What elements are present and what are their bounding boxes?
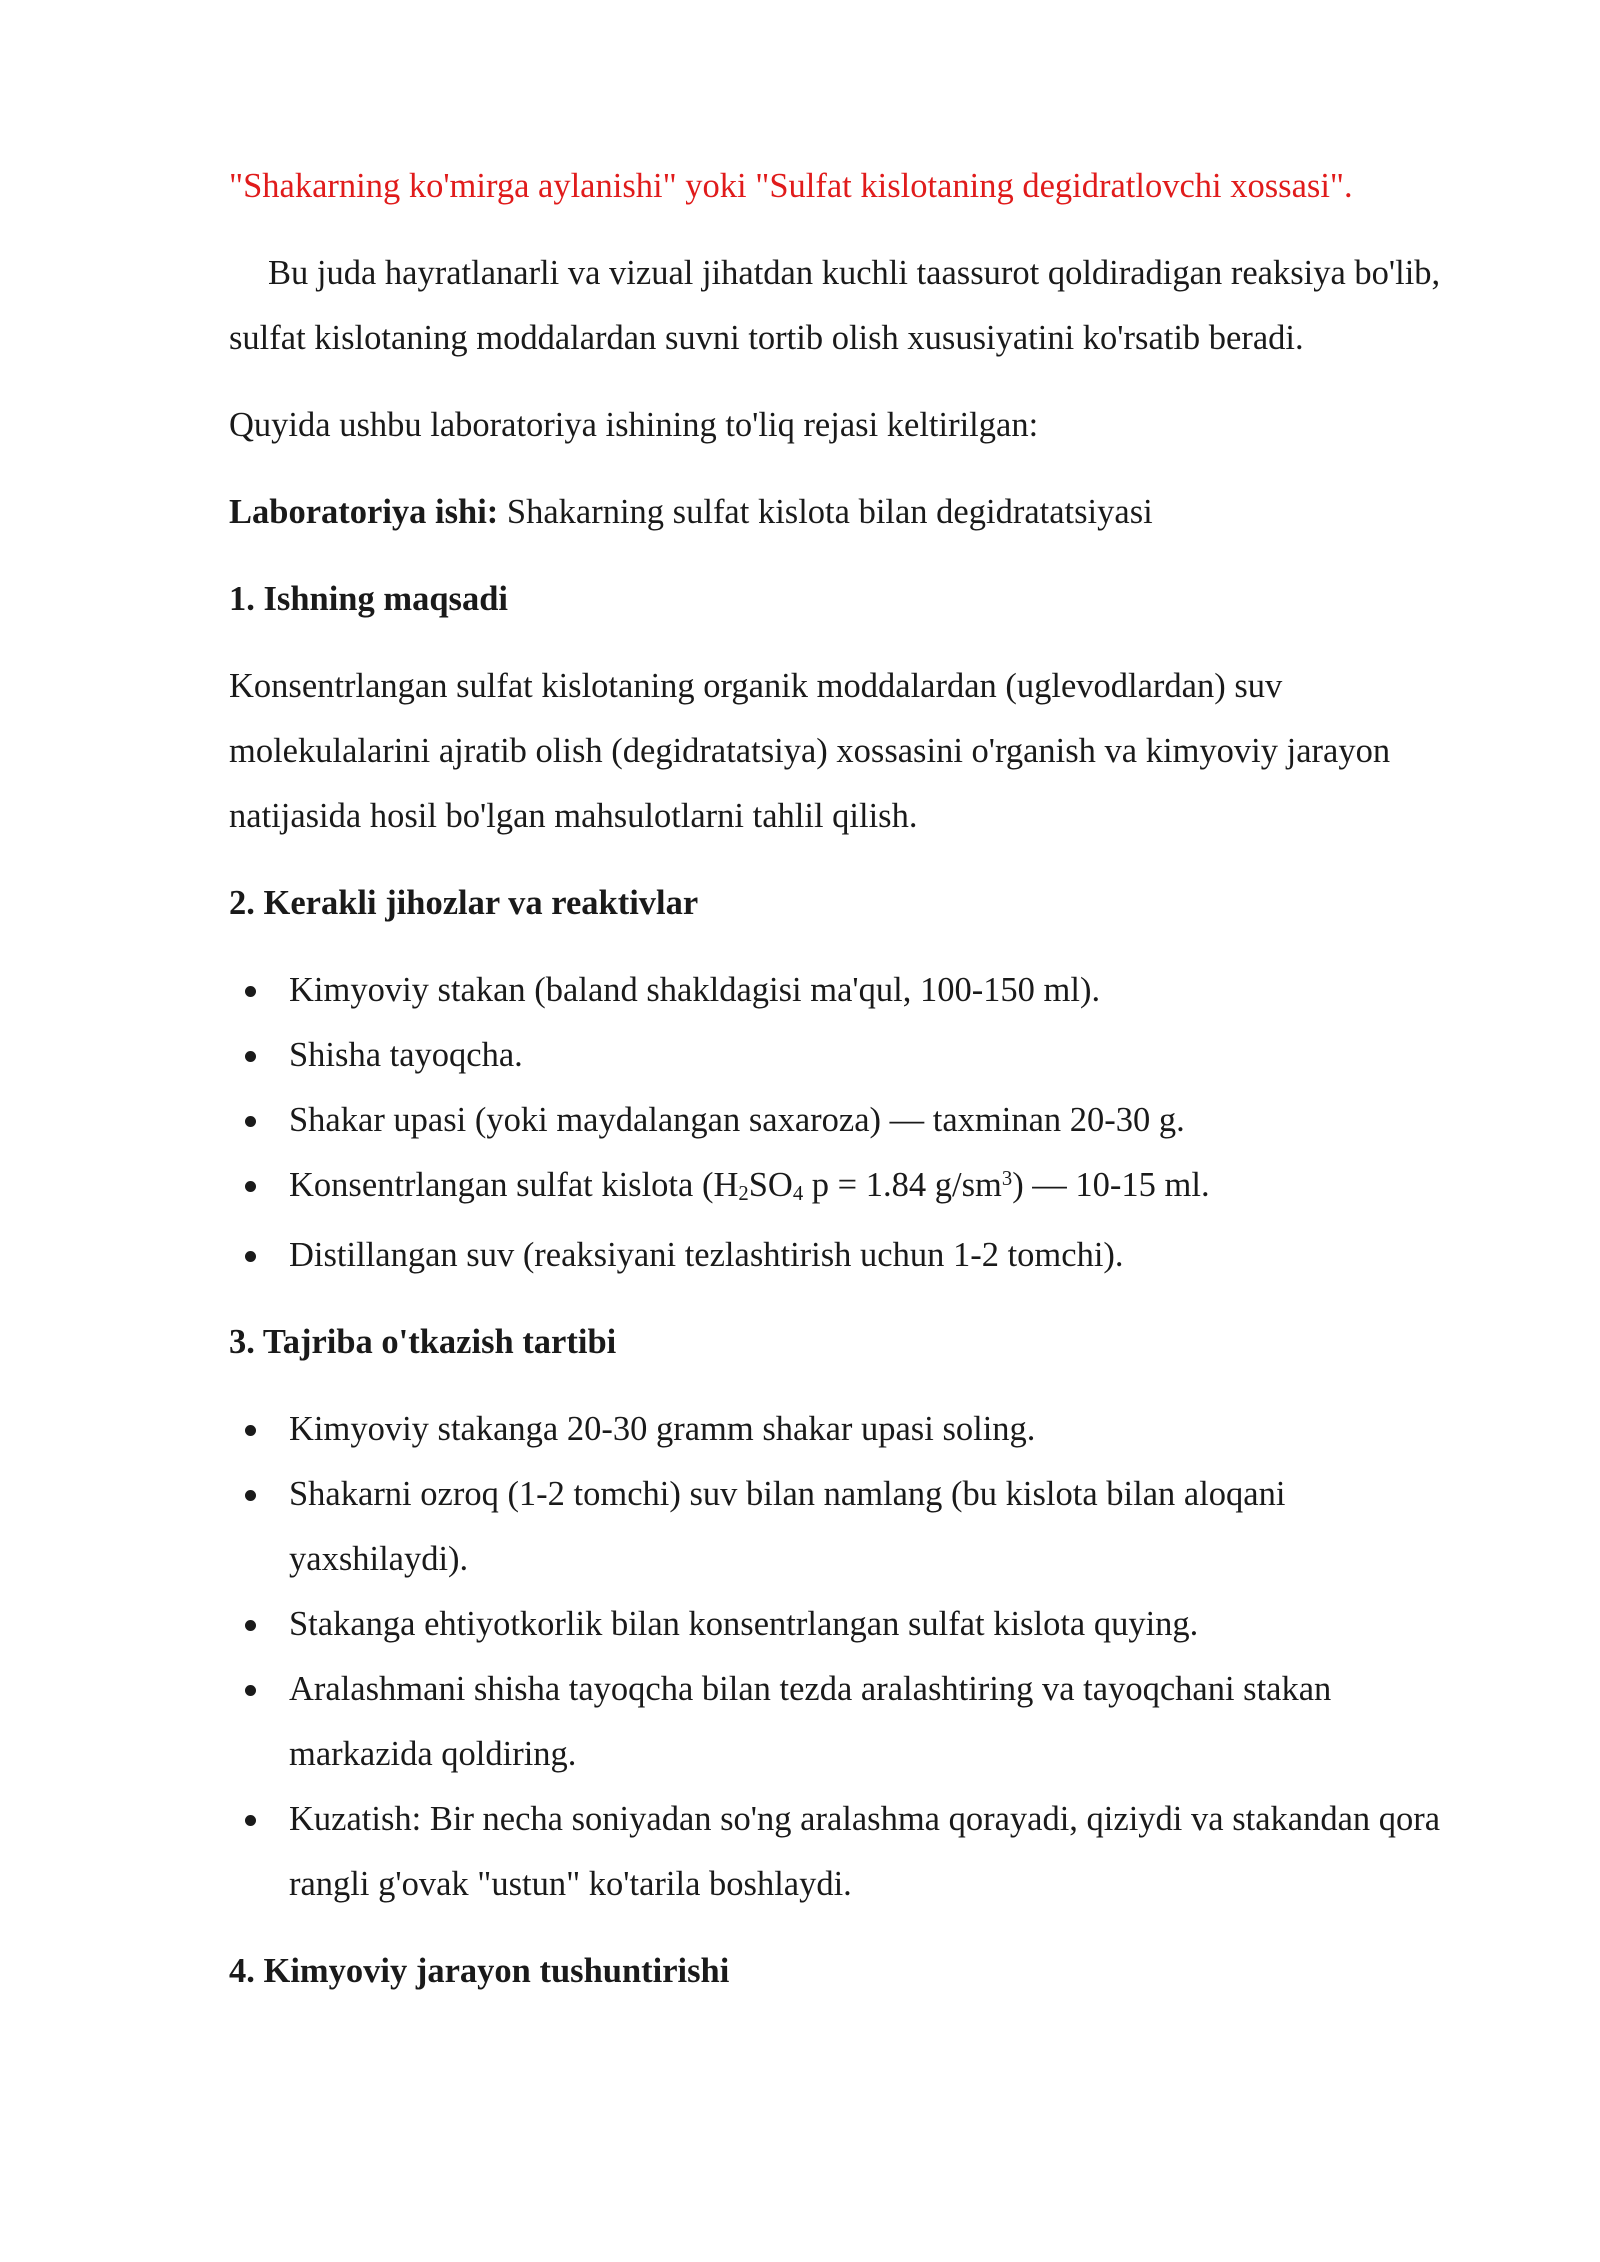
plan-line: Quyida ushbu laboratoriya ishining to'liq rejasi keltirilgan: <box>229 406 1039 444</box>
list-item-text: Shakarni ozroq (1-2 tomchi) suv bilan namlang (bu kislota bilan aloqani yaxshilaydi). <box>289 1475 1286 1578</box>
list-item <box>229 1088 1460 1153</box>
equipment-list <box>229 958 1460 1288</box>
section-goal-heading: 1. Ishning maqsadi <box>229 580 508 618</box>
bullet-icon <box>245 1153 257 1218</box>
list-item-text: Kuzatish: Bir necha soniyadan so'ng aralashma qorayadi, qiziydi va stakandan qora rangli g'ovak "ustun" ko'tarila boshlaydi. <box>289 1800 1441 1903</box>
section-equipment-heading: 2. Kerakli jihozlar va reaktivlar <box>229 884 699 922</box>
list-item-text: Stakanga ehtiyotkorlik bilan konsentrlangan sulfat kislota quying. <box>289 1605 1199 1643</box>
subscript: 4 <box>792 1183 804 1206</box>
list-item <box>229 1462 1460 1592</box>
list-item-text: Shisha tayoqcha. <box>289 1036 523 1074</box>
list-item <box>229 958 1460 1023</box>
section-explanation-heading: 4. Kimyoviy jarayon tushuntirishi <box>229 1952 730 1990</box>
section-procedure-heading: 3. Tajriba o'tkazish tartibi <box>229 1323 617 1361</box>
list-item <box>229 1153 1460 1223</box>
bullet-icon <box>245 1462 257 1527</box>
list-item-text: Kimyoviy stakan (baland shakldagisi ma'qul, 100-150 ml). <box>289 971 1101 1009</box>
list-item <box>229 1223 1460 1288</box>
intro-paragraph: Bu juda hayratlanarli va vizual jihatdan kuchli taassurot qoldiradigan reaksiya bo'lib, sulfat kislotaning moddalardan suvni tortib olish xususiyatini ko'rsatib beradi. <box>229 254 1441 357</box>
superscript: 3 <box>1001 1167 1013 1190</box>
subscript: 2 <box>738 1183 749 1206</box>
procedure-list <box>229 1397 1460 1917</box>
list-item-text: Shakar upasi (yoki maydalangan saxaroza) — taxminan 20-30 g. <box>289 1101 1185 1139</box>
bullet-icon <box>245 1657 257 1722</box>
list-item <box>229 1657 1460 1787</box>
list-item-text: Aralashmani shisha tayoqcha bilan tezda aralashtiring va tayoqchani stakan markazida qoldiring. <box>289 1670 1332 1773</box>
document-title: "Shakarning ko'mirga aylanishi" yoki "Sulfat kislotaning degidratlovchi xossasi". <box>229 167 1353 205</box>
bullet-icon <box>245 1223 257 1288</box>
acid-formula-text: Konsentrlangan sulfat kislota ($H_2SO_4$ p = 1.84 $g/sm^3$) — 10-15 ml. <box>289 1166 1210 1206</box>
list-item <box>229 1592 1460 1657</box>
lab-label: Laboratoriya ishi: <box>229 493 499 531</box>
lab-title-line <box>229 480 1460 545</box>
bullet-icon <box>245 1023 257 1088</box>
list-item-text: Distillangan suv (reaksiyani tezlashtirish uchun 1-2 tomchi). <box>289 1236 1124 1274</box>
list-item <box>229 1397 1460 1462</box>
list-item <box>229 1023 1460 1088</box>
list-item-text: Kimyoviy stakanga 20-30 gramm shakar upasi soling. <box>289 1410 1036 1448</box>
list-item <box>229 1787 1460 1917</box>
bullet-icon <box>245 1787 257 1852</box>
bullet-icon <box>245 1592 257 1657</box>
bullet-icon <box>245 1397 257 1462</box>
section-goal-text: Konsentrlangan sulfat kislotaning organik moddalardan (uglevodlardan) suv molekulalarini ajratib olish (degidratatsiya) xossasini o'rganish va kimyoviy jarayon natijasida hosil bo'lgan mahsulotlarni tahlil qilish. <box>229 667 1391 835</box>
bullet-icon <box>245 958 257 1023</box>
lab-text: Shakarning sulfat kislota bilan degidratatsiyasi <box>498 493 1153 531</box>
bullet-icon <box>245 1088 257 1153</box>
